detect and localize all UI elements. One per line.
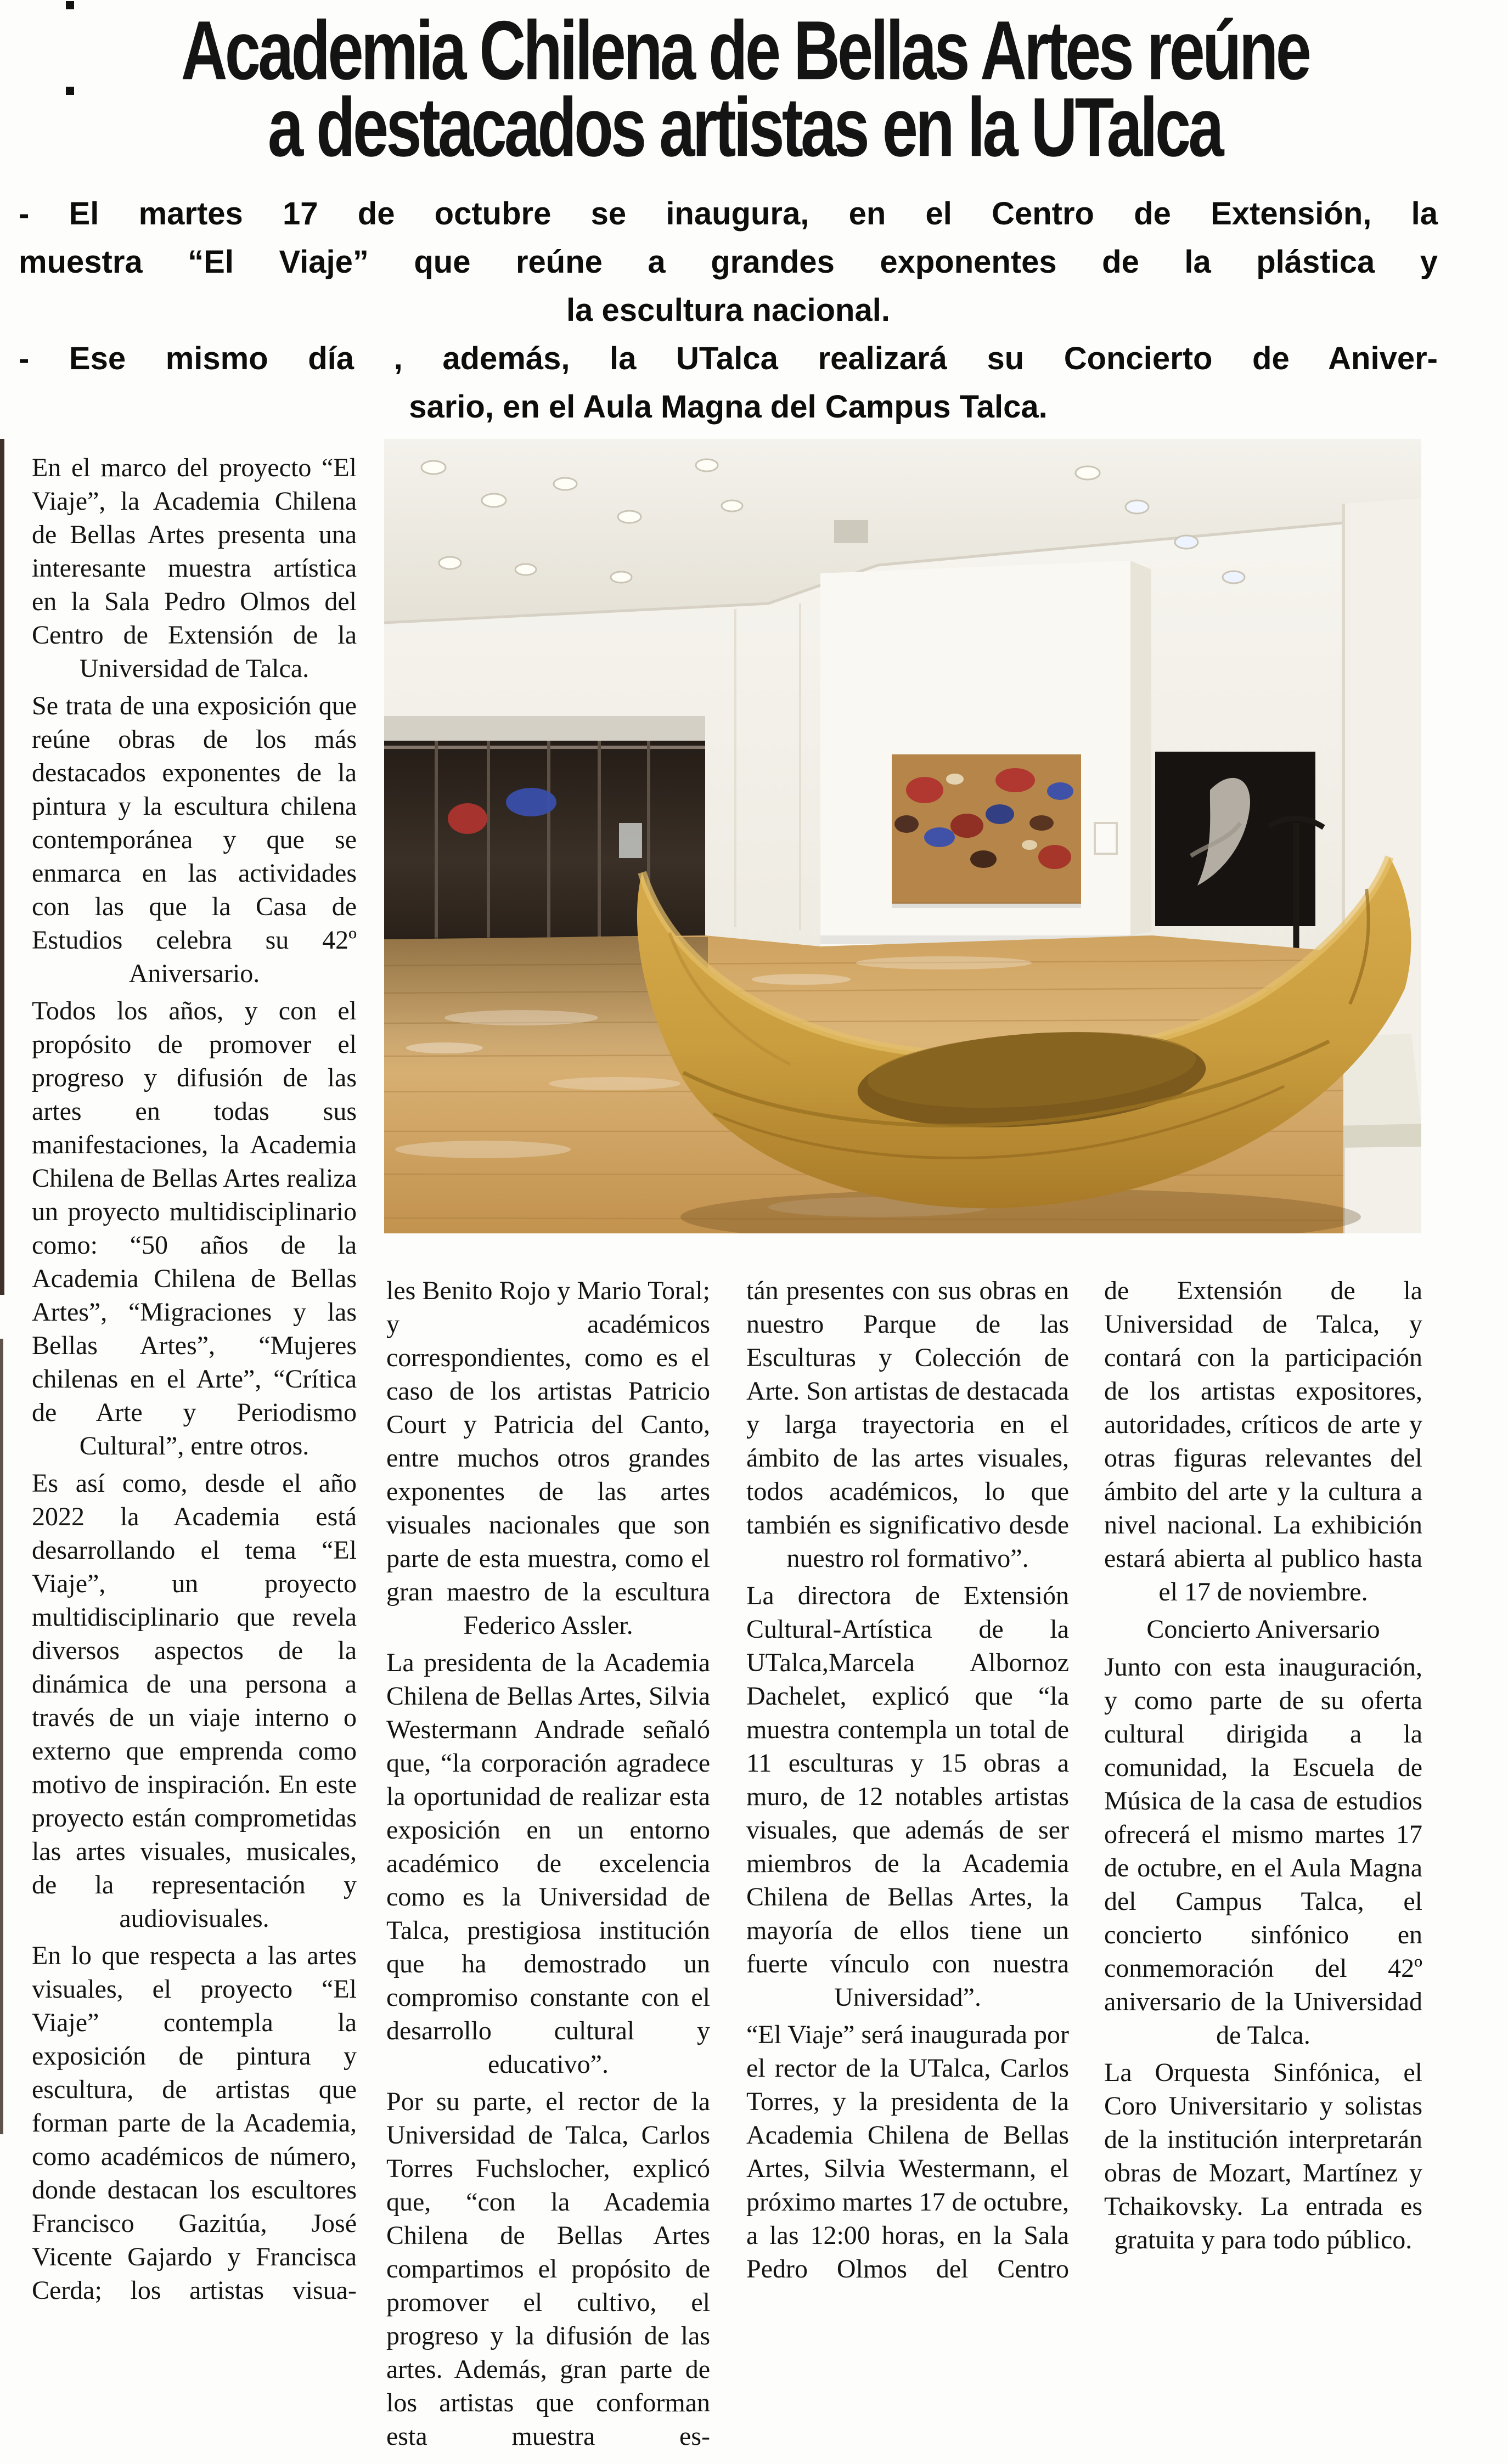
abstract-painting (892, 754, 1081, 908)
center-partition-wall (820, 561, 1152, 950)
paragraph: les Benito Rojo y Mario Toral; y académicos correspondientes, como es el caso de los artistas Patricio Court y Patricia del Canto, entre muchos otros grandes exponentes de las artes visuales nacionales que son parte de esta muestra, como el gran maestro de la escultura Federico Assler. (386, 1276, 710, 1640)
paragraph: En el marco del proyecto “El Viaje”, la Academia Chilena de Bellas Artes presenta una interesante muestra artística en la Sala Pedro Olmos del Centro de Extensión de la Universidad de Talca. (32, 453, 357, 683)
article-lead (19, 190, 1438, 431)
body-column-2 (386, 1274, 710, 2457)
paragraph: tán presentes con sus obras en nuestro Parque de las Esculturas y Colección de Arte. Son artistas de destacada y larga trayectoria en el ámbito de las artes visuales, todos académicos, lo que también es significativo desde nuestro rol formativo”. (746, 1276, 1069, 1573)
gallery-photo-canvas (384, 439, 1421, 1233)
lead-line: muestra “El Viaje” que reúne a grandes exponentes de la plástica y (19, 244, 1438, 280)
red-artwork-reflection (448, 803, 487, 834)
paragraph: La Orquesta Sinfónica, el Coro Universitario y solistas de la institución interpretarán obras de Mozart, Martínez y Tchaikovsky. La entrada es gratuita y para todo público. (1104, 2058, 1422, 2254)
paragraph: “El Viaje” será inaugurada por el rector de la UTalca, Carlos Torres, y la presidenta de la Academia Chilena de Bellas Artes, Silvia Westermann, el próximo martes 17 de octubre, a las 12:00 horas, en la Sala Pedro Olmos del Centro (746, 2020, 1069, 2283)
lead-line: la escultura nacional. (566, 292, 890, 328)
paragraph: Es así como, desde el año 2022 la Academia está desarrollando el tema “El Viaje”, un proyecto multidisciplinario que revela diversos aspectos de la dinámica de una persona a través de un viaje interno o externo que emprenda como motivo de inspiración. En este proyecto están comprometidas las artes visuales, musicales, de la representación y audiovisuales. (32, 1469, 357, 1933)
body-column-1 (32, 451, 357, 2311)
dark-painting (1155, 752, 1315, 926)
gallery-photo (384, 439, 1421, 1233)
headline-line-2: a destacados artistas en la UTalca (268, 80, 1222, 174)
doorway-sign (619, 823, 642, 858)
blue-screen-reflection (506, 788, 556, 816)
lead-line: - El martes 17 de octubre se inaugura, en el Centro de Extensión, la (19, 196, 1438, 232)
paragraph: En lo que respecta a las artes visuales, el proyecto “El Viaje” contempla la exposición de pintura y escultura, de artistas que forman parte de la Academia, como académicos de número, donde destacan los escultores Francisco Gazitúa, José Vicente Gajardo y Francisca Cerda; los artistas visua- (32, 1941, 357, 2305)
section-subhead: Concierto Aniversario (1146, 1615, 1380, 1644)
article-headline (34, 3, 1455, 174)
lead-line: sario, en el Aula Magna del Campus Talca. (409, 389, 1048, 425)
paragraph: La presidenta de la Academia Chilena de Bellas Artes, Silvia Westermann Andrade señaló que, “la corporación agradece la oportunidad de realizar esta exposición en un entorno académico de excelencia como es la Universidad de Talca, prestigiosa institución que ha demostrado un compromiso constante con el desarrollo cultural y educativo”. (386, 1648, 710, 2079)
small-framed-artwork (1095, 823, 1117, 854)
paragraph: La directora de Extensión Cultural-Artística de la UTalca,Marcela Albornoz Dachelet, explicó que “la muestra contempla un total de 11 esculturas y 15 obras a muro, de 12 notables artistas visuales, que además de ser miembros de la Academia Chilena de Bellas Artes, la mayoría de ellos tiene un fuerte vínculo con nuestra Universidad”. (746, 1581, 1069, 2012)
lead-line: - Ese mismo día , además, la UTalca realizará su Concierto de Aniver- (19, 341, 1438, 376)
paragraph: Se trata de una exposición que reúne obras de los más destacados exponentes de la pintura y la escultura chilena contemporánea y que se enmarca en las actividades con las que la Casa de Estudios celebra su 42º Aniversario. (32, 691, 357, 988)
headline-line-1: Academia Chilena de Bellas Artes reúne (181, 3, 1309, 97)
paragraph: de Extensión de la Universidad de Talca, y contará con la participación de los artistas expositores, autoridades, críticos de arte y otras figuras relevantes del ámbito del arte y la cultura a nivel nacional. La exhibición estará abierta al publico hasta el 17 de noviembre. (1104, 1276, 1422, 1606)
ceiling-vent (834, 520, 868, 543)
paragraph: Por su parte, el rector de la Universidad de Talca, Carlos Torres Fuchslocher, explicó que, “con la Academia Chilena de Bellas Artes compartimos el propósito de promover el cultivo, el progreso y la difusión de las artes. Además, gran parte de los artistas que conforman esta muestra es- (386, 2087, 710, 2451)
scan-edge-artifact (0, 1339, 3, 2134)
right-column (1337, 498, 1421, 1233)
body-column-3 (746, 1274, 1069, 2290)
paragraph: Todos los años, y con el propósito de promover el progreso y difusión de las artes en todas sus manifestaciones, la Academia Chilena de Bellas Artes realiza un proyecto multidisciplinario como: “50 años de la Academia Chilena de Bellas Artes”, “Migraciones y las Bellas Artes”, “Mujeres chilenas en el Arte”, “Crítica de Arte y Periodismo Cultural”, entre otros. (32, 996, 357, 1461)
paragraph: Junto con esta inauguración, y como parte de su oferta cultural dirigida a la comunidad, la Escuela de Música de la casa de estudios ofrecerá el mismo martes 17 de octubre, en el Aula Magna del Campus Talca, el concierto sinfónico en conmemoración del 42º aniversario de la Universidad de Talca. (1104, 1653, 1422, 2050)
scan-edge-artifact (0, 439, 4, 1295)
body-column-4 (1104, 1274, 1422, 2260)
